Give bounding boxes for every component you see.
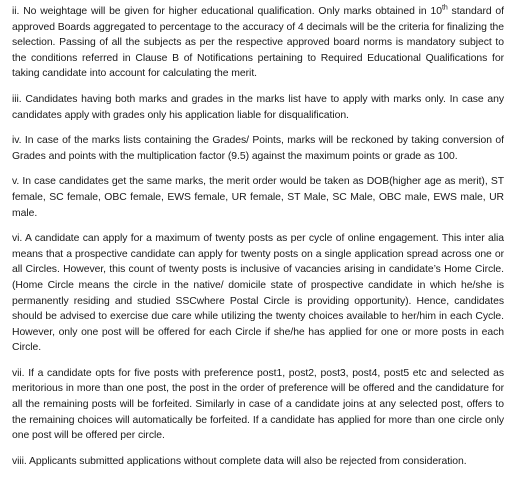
superscript-th: th	[441, 4, 448, 12]
paragraph-vi: vi. A candidate can apply for a maximum of twenty posts as per cycle of online engagement. This inter alia means that a prospective candidate can apply for twenty posts on a single application spread across one or all Circles. However, this count of twenty posts is inclusive of vacancies arising in candidate’s Home Circle. (Home Circle means the circle in the native/ domicile state of prospective candidate in which he/she is permanently residing and studied SSCwhere Postal Circle is providing opportunity). Hence, candidates should be advised to exercise due care while utilizing the twenty choices available to her/him in each Cycle. However, only one post will be offered for each Circle if she/he has applied for one or more posts in each Circle.	[12, 233, 504, 354]
paragraph-ii-text: ii. No weightage will be given for higher educational qualification. Only marks obtained in 10	[12, 6, 442, 17]
paragraph-iv: iv. In case of the marks lists containing the Grades/ Points, marks will be reckoned by taking conversion of Grades and points with the multiplication factor (9.5) against the maximum points or grade as 100.	[12, 135, 504, 162]
paragraph-ii	[12, 4, 504, 82]
paragraph-v: v. In case candidates get the same marks, the merit order would be taken as DOB(higher age as merit), ST female, SC female, OBC female, EWS female, UR female, ST Male, SC Male, OBC male, EWS male, UR male.	[12, 176, 504, 219]
paragraph-vii: vii. If a candidate opts for five posts with preference post1, post2, post3, post4, post5 etc and selected as meritorious in more than one post, the post in the order of preference will be offered and the candidature for all the remaining posts will be forfeited. Similarly in case of a candidate joins at any selected post, offers to the remaining choices will automatically be forfeited. If a candidate has applied for more than one circle only one post will be offered per circle.	[12, 367, 504, 442]
paragraph-iii: iii. Candidates having both marks and grades in the marks list have to apply with marks only. In case any candidates apply with grades only his application liable for disqualification.	[12, 93, 504, 121]
paragraph-ii-text-cont: standard of approved Boards aggregated to percentage to the accuracy of 4 decimals will be the criteria for finalizing the selection. Passing of all the subjects as per the respective approved board norms is mandatory subject to the conditions referred in Clause B of Notifications pertaining to Required Educational Qualifications for taking candidate into account for calculating the merit.	[12, 6, 505, 80]
paragraph-viii: viii. Applicants submitted applications without complete data will also be rejected from consideration.	[12, 455, 467, 467]
